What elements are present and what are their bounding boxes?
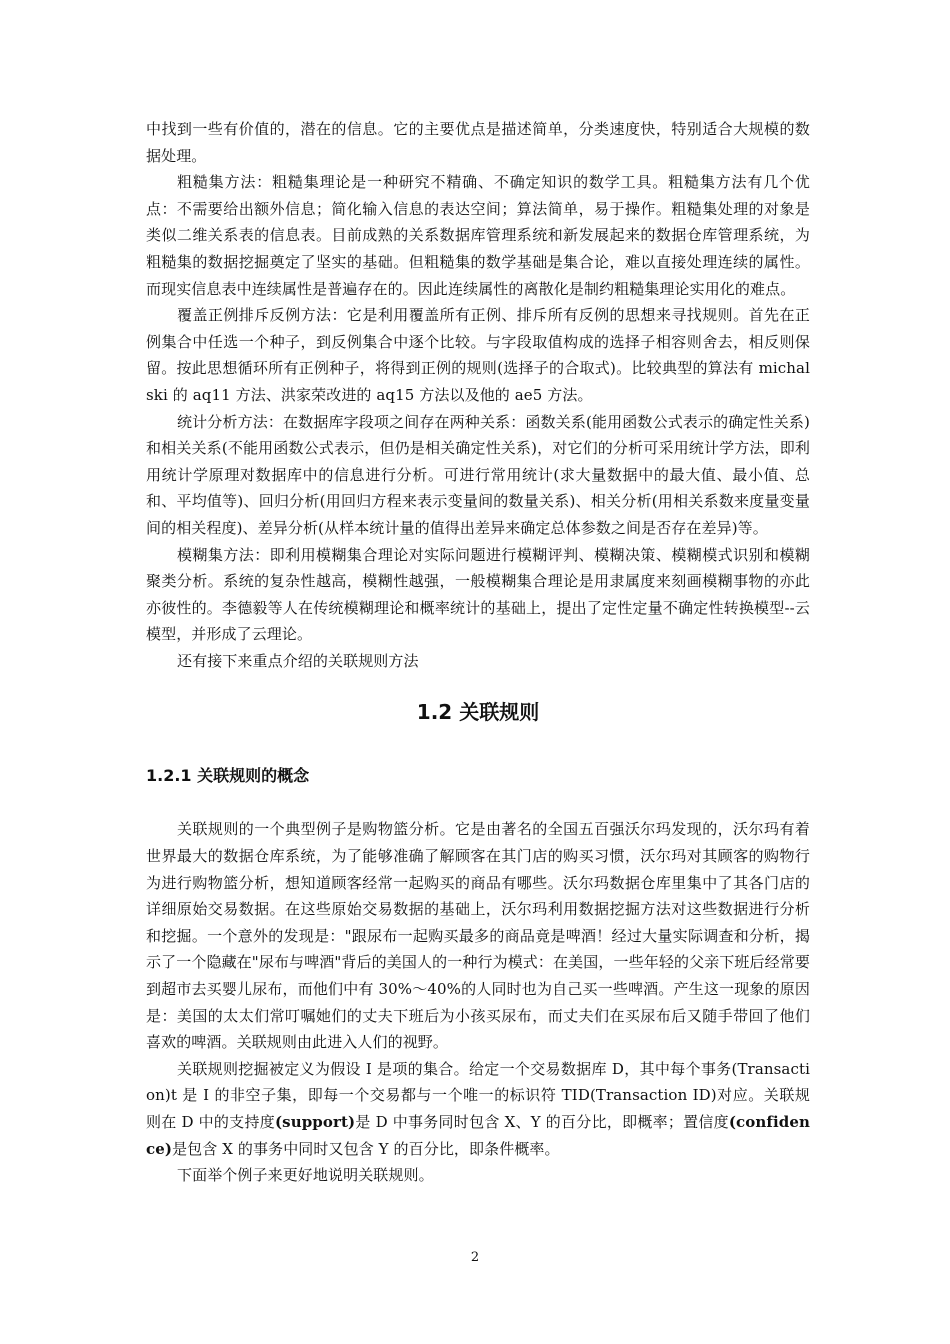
paragraph-definition — [146, 1056, 810, 1162]
paragraph-covering-method: 覆盖正例排斥反例方法：它是利用覆盖所有正例、排斥所有反例的思想来寻找规则。首先在正例集合中任选一个种子，到反例集合中逐个比较。与字段取值构成的选择子相容则舍去，相反则保留。按此思想循环所有正例种子，将得到正例的规则(选择子的合取式)。比较典型的算法有 michalski 的 aq11 方法、洪家荣改进的 aq15 方法以及他的 ae5 方法。 — [146, 306, 810, 404]
paragraph-rough-set: 粗糙集方法：粗糙集理论是一种研究不精确、不确定知识的数学工具。粗糙集方法有几个优点：不需要给出额外信息；简化输入信息的表达空间；算法简单，易于操作。粗糙集处理的对象是类似二维关系表的信息表。目前成熟的关系数据库管理系统和新发展起来的数据仓库管理系统，为粗糙集的数据挖掘奠定了坚实的基础。但粗糙集的数学基础是集合论，难以直接处理连续的属性。而现实信息表中连续属性是普遍存在的。因此连续属性的离散化是制约粗糙集理论实用化的难点。 — [146, 173, 810, 298]
paragraph-market-basket: 关联规则的一个典型例子是购物篮分析。它是由著名的全国五百强沃尔玛发现的，沃尔玛有着世界最大的数据仓库系统，为了能够准确了解顾客在其门店的购买习惯，沃尔玛对其顾客的购物行为进行购物篮分析，想知道顾客经常一起购买的商品有哪些。沃尔玛数据仓库里集中了其各门店的详细原始交易数据。在这些原始交易数据的基础上，沃尔玛利用数据挖掘方法对这些数据进行分析和挖掘。一个意外的发现是："跟尿布一起购买最多的商品竟是啤酒！经过大量实际调查和分析，揭示了一个隐藏在"尿布与啤酒"背后的美国人的一种行为模式：在美国，一些年轻的父亲下班后经常要到超市去买婴儿尿布，而他们中有 30%～40%的人同时也为自己买一些啤酒。产生这一现象的原因是：美国的太太们常叮嘱她们的丈夫下班后为小孩买尿布，而丈夫们在买尿布后又随手带回了他们喜欢的啤酒。关联规则由此进入人们的视野。 — [146, 820, 810, 1052]
page-number: 2 — [470, 1250, 480, 1265]
confidence-term: (confidence) — [146, 1113, 810, 1158]
definition-text-1: 关联规则挖掘被定义为假设 I 是项的集合。给定一个交易数据库 D，其中每个事务(Transaction)t 是 I 的非空子集，即每一个交易都与一个唯一的标识符 TID(Transaction ID)对应。关联规则在 D 中的支持度 — [146, 1059, 810, 1131]
definition-text-3: 是包含 X 的事务中同时又包含 Y 的百分比，即条件概率。 — [172, 1139, 560, 1158]
paragraph-continuation: 中找到一些有价值的，潜在的信息。它的主要优点是描述简单，分类速度快，特别适合大规模的数据处理。 — [146, 120, 810, 165]
page-body — [146, 116, 810, 1189]
section-heading: 1.2 关联规则 — [416, 700, 540, 725]
subsection-heading: 1.2.1 关联规则的概念 — [146, 766, 310, 786]
definition-text-2: 是 D 中事务同时包含 X、Y 的百分比，即概率；置信度 — [355, 1113, 729, 1131]
support-term: (support) — [274, 1113, 356, 1131]
paragraph-fuzzy-set: 模糊集方法：即利用模糊集合理论对实际问题进行模糊评判、模糊决策、模糊模式识别和模糊聚类分析。系统的复杂性越高，模糊性越强，一般模糊集合理论是用隶属度来刻画模糊事物的亦此亦彼性的。李德毅等人在传统模糊理论和概率统计的基础上，提出了定性定量不确定性转换模型--云模型，并形成了云理论。 — [146, 545, 810, 644]
paragraph-statistical-analysis: 统计分析方法：在数据库字段项之间存在两种关系：函数关系(能用函数公式表示的确定性关系)和相关关系(不能用函数公式表示，但仍是相关确定性关系)，对它们的分析可采用统计学方法，即利用统计学原理对数据库中的信息进行分析。可进行常用统计(求大量数据中的最大值、最小值、总和、平均值等)、回归分析(用回归方程来表示变量间的数量关系)、相关分析(用相关系数来度量变量间的相关程度)、差异分析(从样本统计量的值得出差异来确定总体参数之间是否存在差异)等。 — [146, 412, 810, 537]
paragraph-example-intro: 下面举个例子来更好地说明关联规则。 — [177, 1166, 434, 1185]
paragraph-association-intro: 还有接下来重点介绍的关联规则方法 — [177, 651, 419, 670]
